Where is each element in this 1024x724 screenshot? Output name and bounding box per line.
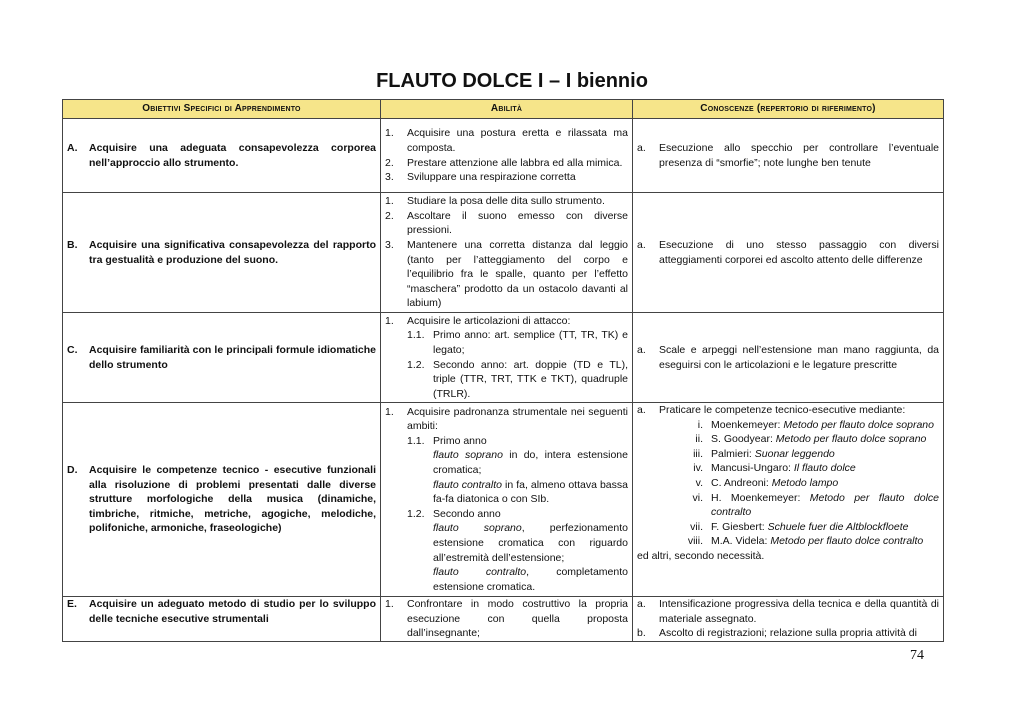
item-number: a. <box>637 238 646 251</box>
item-text: Esecuzione allo specchio per controllare l’eventuale presenza di “smorfie”; note lunghe ben tenute <box>659 141 939 169</box>
list-item <box>385 194 628 209</box>
item-number: ii. <box>695 433 703 446</box>
knowledge-cell <box>633 403 944 597</box>
item-text: Secondo anno: art. doppie (TD e TL), triple (TTR, TRT, TTK e TKT), quadruple (TRLR). <box>433 358 628 400</box>
item-number: a. <box>637 404 646 416</box>
objective-text: Acquisire un adeguato metodo di studio per lo sviluppo delle tecniche esecutive strumentali <box>89 598 376 625</box>
sub-list-item <box>385 507 628 522</box>
objective-cell <box>63 193 381 313</box>
objective-cell <box>63 403 381 597</box>
item-text: Confrontare in modo costruttivo la propria esecuzione con quella proposta dall’insegnante; <box>407 598 628 640</box>
item-number: 1.1. <box>407 434 425 447</box>
knowledge-cell <box>633 119 944 193</box>
page-title: FLAUTO DOLCE I – I biennio <box>376 70 648 92</box>
item-number: b. <box>637 627 646 640</box>
item-number: 1.1. <box>407 329 425 342</box>
method-item <box>637 520 939 535</box>
item-number: 1.2. <box>407 507 425 520</box>
method-author: M.A. Videla: <box>711 535 771 548</box>
item-number: vii. <box>690 520 703 533</box>
sub-list-item <box>385 328 628 357</box>
list-item <box>385 405 628 434</box>
objective-cell <box>63 313 381 403</box>
list-item <box>637 626 939 641</box>
item-text: Prestare attenzione alle labbra ed alla mimica. <box>407 156 623 169</box>
objective-letter: C. <box>67 343 78 356</box>
objective-letter: B. <box>67 238 78 251</box>
list-item <box>637 343 939 372</box>
objective-cell <box>63 119 381 193</box>
item-number: viii. <box>687 535 703 548</box>
abilities-cell <box>381 193 633 313</box>
instrument-detail: , completamento estensione cromatica. <box>433 566 628 593</box>
method-author: C. Andreoni: <box>711 476 772 489</box>
item-number: 1. <box>385 127 394 140</box>
item-text: Mantenere una corretta distanza dal leggio (tanto per l’atteggiamento del corpo e l’equilibrio fra le spalle, quanto per l’effetto “maschera” prodotto da un ostacolo davanti al labium) <box>407 238 628 310</box>
objective-text: Acquisire le competenze tecnico - esecutive funzionali alla risoluzione di problemi presentati dalle diverse strutture morfologiche della musica (dinamiche, timbriche, ritmiche, metriche, agogiche, melodiche, polifoniche, armoniche, fraseologiche) <box>89 464 376 535</box>
method-author: F. Giesbert: <box>711 520 768 533</box>
curriculum-table <box>62 99 944 642</box>
method-author: Mancusi-Ungaro: <box>711 462 794 475</box>
list-item <box>385 126 628 155</box>
abilities-cell <box>381 403 633 597</box>
objective-cell <box>63 597 381 642</box>
knowledge-cell <box>633 313 944 403</box>
sub-list-item <box>385 358 628 402</box>
instrument-name: flauto soprano <box>433 449 503 462</box>
objective-text: Acquisire una significativa consapevolezza del rapporto tra gestualità e produzione del suono. <box>89 238 376 266</box>
table-row <box>63 313 944 403</box>
table-header-row <box>63 100 944 119</box>
instrument-name: flauto contralto <box>433 478 502 491</box>
item-text: Esecuzione di uno stesso passaggio con diversi atteggiamenti corporei ed ascolto attento delle differenze <box>659 238 939 266</box>
item-text: Ascoltare il suono emesso con diverse pressioni. <box>407 209 628 237</box>
item-text: Acquisire padronanza strumentale nei seguenti ambiti: <box>407 405 628 433</box>
list-item <box>385 597 628 641</box>
item-text: Praticare le competenze tecnico-esecutive mediante: <box>659 404 906 416</box>
knowledge-cell <box>633 193 944 313</box>
item-number: vi. <box>692 491 703 504</box>
list-item <box>637 141 939 170</box>
abilities-cell <box>381 313 633 403</box>
method-title: Metodo per flauto dolce contralto <box>711 491 939 519</box>
item-number: 2. <box>385 209 394 222</box>
item-number: 1.2. <box>407 358 425 371</box>
list-item <box>385 314 628 329</box>
objective-text: Acquisire familiarità con le principali formule idiomatiche dello strumento <box>89 343 376 371</box>
method-author: Palmieri: <box>711 447 755 460</box>
instrument-item <box>385 565 628 594</box>
item-number: a. <box>637 598 646 610</box>
method-title: Suonar leggendo <box>754 447 835 460</box>
method-item <box>637 534 939 549</box>
method-author: H. Moenkemeyer: <box>711 491 810 504</box>
table-row <box>63 119 944 193</box>
method-author: S. Goodyear: <box>711 433 776 446</box>
item-text: Intensificazione progressiva della tecnica e della quantità di materiale assegnato. <box>659 598 939 625</box>
page-number: 74 <box>910 648 924 663</box>
instrument-detail: in fa, almeno ottava bassa fa-fa diatonica o con SIb. <box>433 478 628 506</box>
header-abilities: Abilità <box>381 100 633 119</box>
item-number: 2. <box>385 156 394 169</box>
instrument-detail: in do, intera estensione cromatica; <box>433 449 628 477</box>
sub-list-item <box>385 434 628 449</box>
item-number: 1. <box>385 195 394 208</box>
header-knowledge: Conoscenze (repertorio di riferimento) <box>633 100 944 119</box>
abilities-cell <box>381 597 633 642</box>
item-number: iii. <box>693 447 703 460</box>
objective-letter: A. <box>67 141 78 154</box>
knowledge-cell <box>633 597 944 642</box>
item-text: Primo anno: art. semplice (TT, TR, TK) e legato; <box>433 329 628 356</box>
method-title: Schuele fuer die Altblockfloete <box>767 520 909 533</box>
list-item <box>385 170 628 185</box>
abilities-cell <box>381 119 633 193</box>
item-number: 1. <box>385 314 394 327</box>
item-number: 3. <box>385 171 394 184</box>
list-item <box>385 156 628 171</box>
method-title: Metodo per flauto dolce soprano <box>775 433 927 446</box>
table-row <box>63 597 944 642</box>
item-text: Primo anno <box>433 434 487 447</box>
table-row <box>63 403 944 597</box>
instrument-item <box>385 521 628 565</box>
method-title: Metodo lampo <box>771 476 839 489</box>
method-item <box>637 461 939 476</box>
list-item <box>637 597 939 626</box>
list-item <box>385 209 628 238</box>
item-text: Acquisire le articolazioni di attacco: <box>407 314 571 327</box>
instrument-item <box>385 478 628 507</box>
item-number: 1. <box>385 598 394 610</box>
item-number: 3. <box>385 238 394 251</box>
item-number: i. <box>697 418 703 431</box>
list-item <box>385 238 628 311</box>
item-text: Sviluppare una respirazione corretta <box>407 171 576 184</box>
objective-text: Acquisire una adeguata consapevolezza corporea nell’approccio allo strumento. <box>89 141 376 169</box>
header-objectives: Obiettivi Specifici di Apprendimento <box>63 100 381 119</box>
item-text: Secondo anno <box>433 507 501 520</box>
method-title: Il flauto dolce <box>793 462 856 475</box>
item-text: Scale e arpeggi nell’estensione man mano raggiunta, da eseguirsi con le articolazioni e le legature prescritte <box>659 343 939 371</box>
item-text: Acquisire una postura eretta e rilassata ma composta. <box>407 127 628 154</box>
method-item <box>637 418 939 433</box>
list-item <box>637 403 939 418</box>
method-item <box>637 476 939 491</box>
item-number: 1. <box>385 405 394 418</box>
objective-letter: D. <box>67 464 78 477</box>
method-title: Metodo per flauto dolce contralto <box>770 535 924 548</box>
knowledge-outro: ed altri, secondo necessità. <box>637 549 765 562</box>
method-author: Moenkemeyer: <box>711 418 784 431</box>
list-item <box>637 238 939 267</box>
instrument-item <box>385 448 628 477</box>
method-item <box>637 447 939 462</box>
item-text: Ascolto di registrazioni; relazione sulla propria attività di <box>659 627 917 640</box>
item-number: a. <box>637 343 646 356</box>
item-number: iv. <box>693 462 703 475</box>
instrument-name: flauto contralto <box>433 566 527 579</box>
instrument-detail: , perfezionamento estensione cromatica con riguardo all’estremità dell’estensione; <box>433 522 628 564</box>
item-text: Studiare la posa delle dita sullo strumento. <box>407 195 605 208</box>
method-title: Metodo per flauto dolce soprano <box>783 418 934 431</box>
instrument-name: flauto soprano <box>433 522 522 535</box>
item-number: v. <box>695 476 703 489</box>
method-item <box>637 491 939 520</box>
objective-letter: E. <box>67 598 77 610</box>
method-item <box>637 432 939 447</box>
table-row <box>63 193 944 313</box>
item-number: a. <box>637 141 646 154</box>
